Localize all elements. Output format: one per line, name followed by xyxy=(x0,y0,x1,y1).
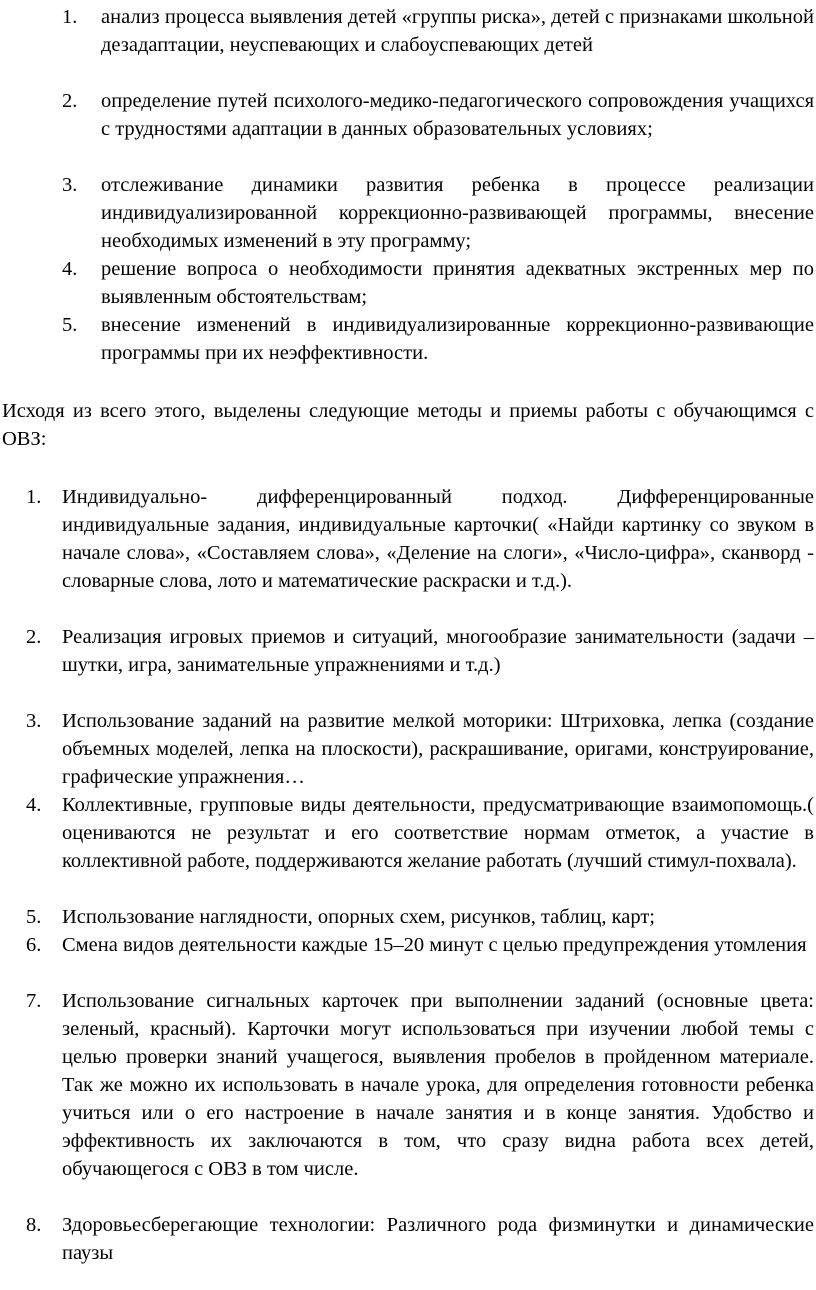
list-item-text: Использование заданий на развитие мелкой моторики: Штриховка, лепка (создание объемных моделей, лепка на плоскости), раскрашивание, оригами, конструирование, графические упражнения… xyxy=(62,710,814,788)
list-item xyxy=(26,791,814,903)
list-item-text: Реализация игровых приемов и ситуаций, многообразие занимательности (задачи – шутки, игра, занимательные упражнениями и т.д.) xyxy=(62,626,814,676)
list-item-text: определение путей психолого-медико-педагогического сопровождения учащихся с трудностями адаптации в данных образовательных условиях; xyxy=(101,90,814,140)
list-item-number: 8. xyxy=(26,1214,42,1236)
list-item-text: решение вопроса о необходимости принятия адекватных экстренных мер по выявленным обстоятельствам; xyxy=(101,258,814,308)
list-item-text: отслеживание динамики развития ребенка в процессе реализации индивидуализированной коррекционно-развивающей программы, внесение необходимых изменений в эту программу; xyxy=(101,174,814,252)
list-item xyxy=(26,707,814,791)
list-item-number: 3. xyxy=(62,174,78,196)
list-item-number: 1. xyxy=(26,486,42,508)
list-item xyxy=(62,171,814,255)
list-item-text: Использование сигнальных карточек при выполнении заданий (основные цвета: зеленый, красный). Карточки могут использоваться при изучении любой темы с целью проверки знаний учащегося, выявления пробелов в пройденном материале. Так же можно их использовать в начале урока, для определения готовности ребенка учиться или о его настроение в начале занятия и в конце занятия. Удобство и эффективность их заключаются в том, что сразу видна работа всех детей, обучающегося с ОВЗ в том числе. xyxy=(62,990,814,1180)
list-item-number: 4. xyxy=(26,794,42,816)
list-item-number: 7. xyxy=(26,990,42,1012)
list-item-text: Использование наглядности, опорных схем, рисунков, таблиц, карт; xyxy=(62,906,655,928)
list-item xyxy=(62,3,814,87)
list-item-text: внесение изменений в индивидуализированные коррекционно-развивающие программы при их неэффективности. xyxy=(101,314,814,364)
list-item-text: Коллективные, групповые виды деятельности, предусматривающие взаимопомощь.( оцениваются не результат и его соответствие нормам отметок, а участие в коллективной работе, поддерживаются желание работать (лучший стимул-похвала). xyxy=(62,794,814,872)
list-item-number: 2. xyxy=(62,90,78,112)
list-item xyxy=(26,1211,814,1267)
methods-list xyxy=(26,483,814,1267)
list-item xyxy=(26,987,814,1211)
list-item xyxy=(62,87,814,171)
list-item xyxy=(62,311,814,367)
list-item-text: анализ процесса выявления детей «группы риска», детей с признаками школьной дезадаптации, неуспевающих и слабоуспевающих детей xyxy=(101,6,814,56)
list-item-text: Индивидуально- дифференцированный подход. Дифференцированные индивидуальные задания, индивидуальные карточки( «Найди картинку со звуком в начале слова», «Составляем слова», «Деление на слоги», «Число-цифра», сканворд - словарные слова, лото и математические раскраски и т.д.). xyxy=(62,486,814,592)
list-item-number: 2. xyxy=(26,626,42,648)
list-item-number: 4. xyxy=(62,258,78,280)
list-item-number: 3. xyxy=(26,710,42,732)
list-item xyxy=(62,255,814,311)
list-item-number: 1. xyxy=(62,6,78,28)
list-item xyxy=(26,903,814,931)
list-item-text: Здоровьесберегающие технологии: Различного рода физминутки и динамические паузы xyxy=(62,1214,814,1264)
list-item xyxy=(26,623,814,707)
list-item-number: 6. xyxy=(26,934,42,956)
list-item xyxy=(26,931,814,987)
list-item-number: 5. xyxy=(26,906,42,928)
objectives-list xyxy=(62,3,814,367)
list-item xyxy=(26,483,814,623)
list-item-number: 5. xyxy=(62,314,78,336)
list-item-text: Смена видов деятельности каждые 15–20 минут с целью предупреждения утомления xyxy=(62,934,807,956)
intro-paragraph: Исходя из всего этого, выделены следующие методы и приемы работы с обучающимся с ОВЗ: xyxy=(2,400,814,450)
